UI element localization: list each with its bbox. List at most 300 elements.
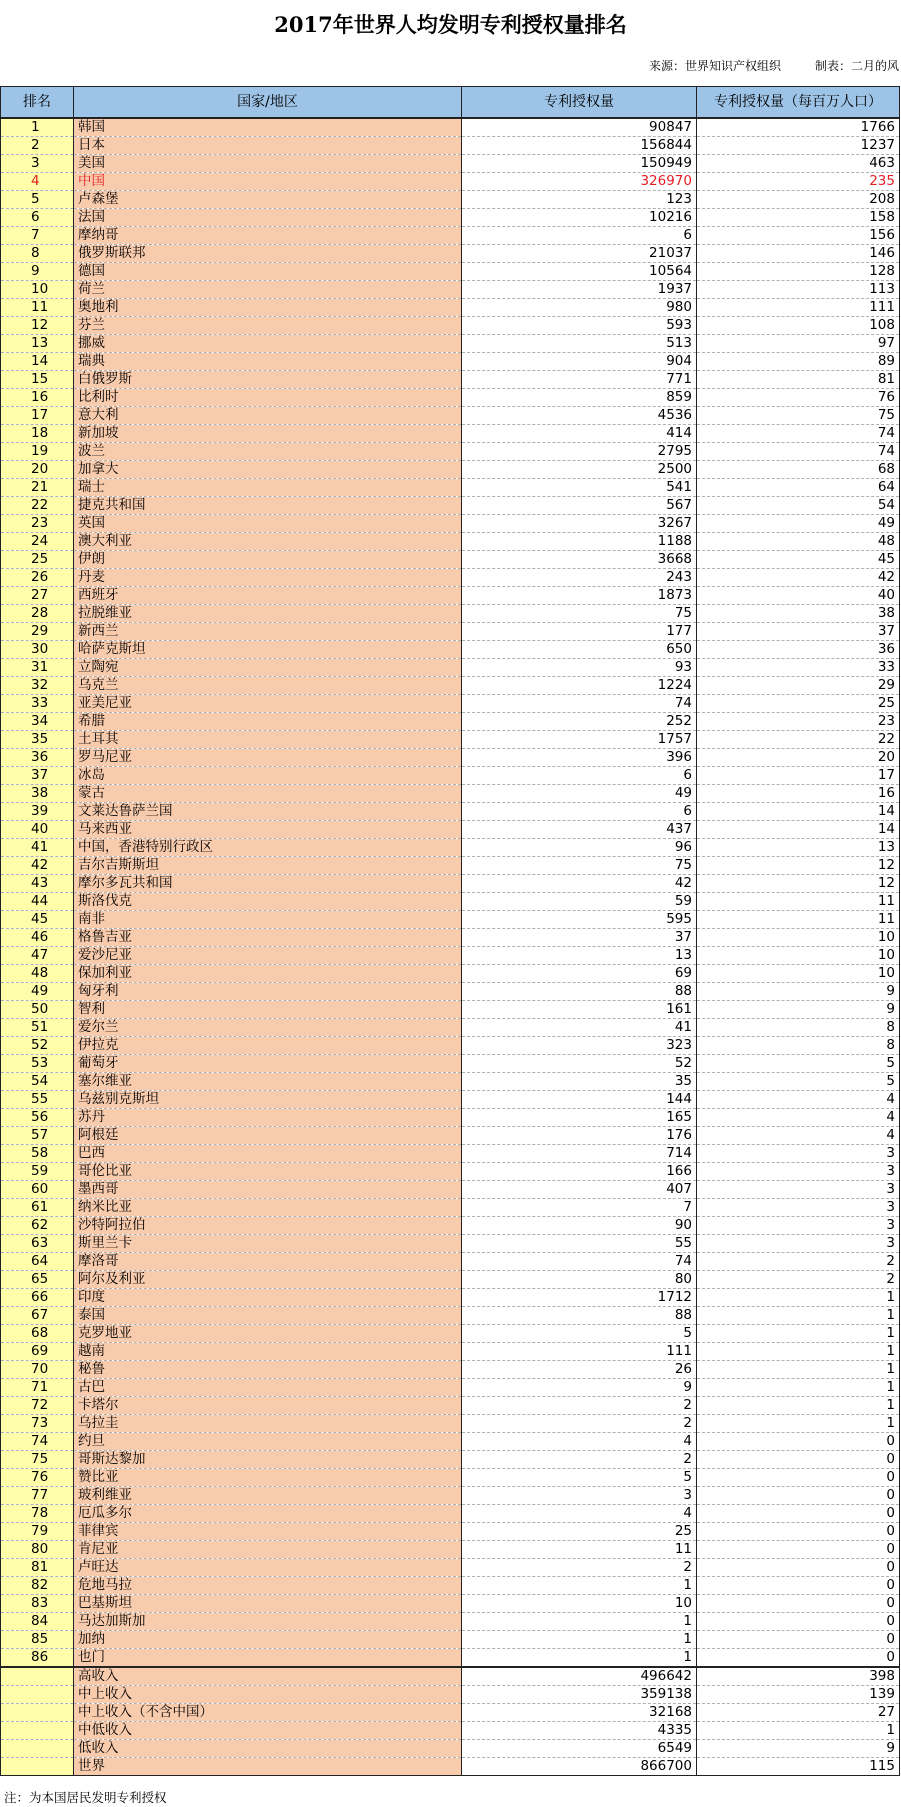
rank-cell: 16 (1, 389, 74, 407)
country-cell: 爱沙尼亚 (74, 947, 462, 965)
grants-cell: 3267 (462, 515, 697, 533)
rank-cell: 42 (1, 857, 74, 875)
grants-column-header: 专利授权量 (462, 87, 697, 119)
country-cell: 沙特阿拉伯 (74, 1217, 462, 1235)
per-million-cell: 0 (697, 1595, 900, 1613)
table-row (1, 1199, 900, 1217)
per-million-cell: 1 (697, 1379, 900, 1397)
country-cell: 挪威 (74, 335, 462, 353)
grants-cell: 3668 (462, 551, 697, 569)
country-cell: 塞尔维亚 (74, 1073, 462, 1091)
rank-cell: 61 (1, 1199, 74, 1217)
per-million-cell: 0 (697, 1559, 900, 1577)
per-million-cell: 108 (697, 317, 900, 335)
rank-cell: 86 (1, 1649, 74, 1668)
rank-cell: 46 (1, 929, 74, 947)
grants-cell: 323 (462, 1037, 697, 1055)
country-cell: 伊朗 (74, 551, 462, 569)
summary-row (1, 1722, 900, 1740)
table-row (1, 713, 900, 731)
per-million-cell: 0 (697, 1469, 900, 1487)
table-row (1, 1217, 900, 1235)
rank-cell: 50 (1, 1001, 74, 1019)
table-row (1, 1343, 900, 1361)
grants-cell: 4335 (462, 1722, 697, 1740)
grants-cell: 513 (462, 335, 697, 353)
rank-cell: 75 (1, 1451, 74, 1469)
table-row (1, 425, 900, 443)
per-million-cell: 4 (697, 1109, 900, 1127)
per-million-cell: 3 (697, 1199, 900, 1217)
country-cell: 乌拉圭 (74, 1415, 462, 1433)
table-row (1, 677, 900, 695)
country-cell: 墨西哥 (74, 1181, 462, 1199)
rank-cell: 17 (1, 407, 74, 425)
country-cell: 苏丹 (74, 1109, 462, 1127)
grants-cell: 650 (462, 641, 697, 659)
table-row (1, 695, 900, 713)
rank-cell (1, 1667, 74, 1686)
per-million-cell: 54 (697, 497, 900, 515)
country-cell: 哥伦比亚 (74, 1163, 462, 1181)
table-row (1, 1325, 900, 1343)
country-cell: 约旦 (74, 1433, 462, 1451)
rank-cell (1, 1704, 74, 1722)
table-row (1, 371, 900, 389)
per-million-cell: 0 (697, 1487, 900, 1505)
rank-cell (1, 1740, 74, 1758)
income-group-cell: 中上收入 (74, 1686, 462, 1704)
table-row (1, 1469, 900, 1487)
per-million-cell: 97 (697, 335, 900, 353)
grants-cell: 1224 (462, 677, 697, 695)
grants-cell: 93 (462, 659, 697, 677)
grants-cell: 4536 (462, 407, 697, 425)
per-million-cell: 12 (697, 875, 900, 893)
table-row (1, 443, 900, 461)
grants-cell: 396 (462, 749, 697, 767)
table-row (1, 857, 900, 875)
country-cell: 摩纳哥 (74, 227, 462, 245)
per-million-cell: 111 (697, 299, 900, 317)
grants-cell: 59 (462, 893, 697, 911)
per-million-cell: 29 (697, 677, 900, 695)
grants-cell: 11 (462, 1541, 697, 1559)
rank-cell: 77 (1, 1487, 74, 1505)
country-cell: 南非 (74, 911, 462, 929)
grants-cell: 771 (462, 371, 697, 389)
table-row (1, 1163, 900, 1181)
country-cell: 斯洛伐克 (74, 893, 462, 911)
table-row (1, 1649, 900, 1668)
per-million-cell: 1 (697, 1722, 900, 1740)
country-cell: 土耳其 (74, 731, 462, 749)
per-million-cell: 11 (697, 893, 900, 911)
table-row (1, 1253, 900, 1271)
country-cell: 白俄罗斯 (74, 371, 462, 389)
country-cell: 印度 (74, 1289, 462, 1307)
per-million-cell: 1 (697, 1397, 900, 1415)
rank-cell: 81 (1, 1559, 74, 1577)
country-cell: 赞比亚 (74, 1469, 462, 1487)
rank-cell: 62 (1, 1217, 74, 1235)
per-million-cell: 14 (697, 803, 900, 821)
rank-cell: 29 (1, 623, 74, 641)
country-cell: 新西兰 (74, 623, 462, 641)
table-row (1, 749, 900, 767)
country-cell: 奥地利 (74, 299, 462, 317)
table-row (1, 533, 900, 551)
country-cell: 韩国 (74, 118, 462, 137)
per-million-cell: 158 (697, 209, 900, 227)
rank-cell: 40 (1, 821, 74, 839)
rank-cell: 33 (1, 695, 74, 713)
grants-cell: 88 (462, 1307, 697, 1325)
table-row (1, 1127, 900, 1145)
rank-cell: 58 (1, 1145, 74, 1163)
table-row (1, 821, 900, 839)
country-cell: 也门 (74, 1649, 462, 1668)
table-row (1, 1109, 900, 1127)
country-cell: 希腊 (74, 713, 462, 731)
table-row (1, 1577, 900, 1595)
rank-cell: 11 (1, 299, 74, 317)
rank-cell: 69 (1, 1343, 74, 1361)
table-row (1, 1289, 900, 1307)
grants-cell: 55 (462, 1235, 697, 1253)
table-row (1, 299, 900, 317)
per-million-cell: 113 (697, 281, 900, 299)
per-million-cell: 3 (697, 1217, 900, 1235)
rank-cell (1, 1758, 74, 1776)
per-million-cell: 33 (697, 659, 900, 677)
per-million-cell: 37 (697, 623, 900, 641)
table-row (1, 227, 900, 245)
country-cell: 德国 (74, 263, 462, 281)
rank-cell: 32 (1, 677, 74, 695)
per-million-cell: 20 (697, 749, 900, 767)
summary-row (1, 1740, 900, 1758)
per-million-cell: 42 (697, 569, 900, 587)
table-row (1, 209, 900, 227)
table-row (1, 1271, 900, 1289)
country-cell: 乌兹别克斯坦 (74, 1091, 462, 1109)
country-cell: 菲律宾 (74, 1523, 462, 1541)
country-cell: 文莱达鲁萨兰国 (74, 803, 462, 821)
per-million-cell: 9 (697, 983, 900, 1001)
rank-cell: 34 (1, 713, 74, 731)
rank-cell: 65 (1, 1271, 74, 1289)
rank-cell: 74 (1, 1433, 74, 1451)
grants-cell: 496642 (462, 1667, 697, 1686)
grants-cell: 49 (462, 785, 697, 803)
grants-cell: 2 (462, 1397, 697, 1415)
country-cell: 摩尔多瓦共和国 (74, 875, 462, 893)
rank-cell: 47 (1, 947, 74, 965)
rank-cell (1, 1686, 74, 1704)
rank-cell: 39 (1, 803, 74, 821)
grants-cell: 2500 (462, 461, 697, 479)
rank-cell: 53 (1, 1055, 74, 1073)
country-cell: 匈牙利 (74, 983, 462, 1001)
rank-cell: 78 (1, 1505, 74, 1523)
table-row (1, 137, 900, 155)
table-body (1, 118, 900, 1776)
country-cell: 美国 (74, 155, 462, 173)
grants-cell: 13 (462, 947, 697, 965)
grants-cell: 252 (462, 713, 697, 731)
table-row (1, 515, 900, 533)
grants-cell: 6 (462, 803, 697, 821)
rank-cell: 66 (1, 1289, 74, 1307)
country-cell: 秘鲁 (74, 1361, 462, 1379)
per-million-cell: 0 (697, 1505, 900, 1523)
table-row (1, 1523, 900, 1541)
country-cell: 卢旺达 (74, 1559, 462, 1577)
table-row (1, 587, 900, 605)
per-million-cell: 27 (697, 1704, 900, 1722)
rank-cell: 83 (1, 1595, 74, 1613)
table-row (1, 1307, 900, 1325)
per-million-cell: 1 (697, 1289, 900, 1307)
country-cell: 加纳 (74, 1631, 462, 1649)
country-cell: 亚美尼亚 (74, 695, 462, 713)
table-row (1, 947, 900, 965)
table-row (1, 983, 900, 1001)
grants-cell: 166 (462, 1163, 697, 1181)
footnote: 注：为本国居民发明专利授权 (4, 1790, 167, 1805)
country-cell: 瑞典 (74, 353, 462, 371)
grants-cell: 6 (462, 227, 697, 245)
per-million-cell: 398 (697, 1667, 900, 1686)
table-row (1, 551, 900, 569)
summary-row (1, 1667, 900, 1686)
summary-row (1, 1758, 900, 1776)
per-million-cell: 74 (697, 443, 900, 461)
grants-cell: 26 (462, 1361, 697, 1379)
table-row (1, 1361, 900, 1379)
table-row (1, 155, 900, 173)
table-row (1, 281, 900, 299)
rank-cell: 3 (1, 155, 74, 173)
country-cell: 意大利 (74, 407, 462, 425)
grants-cell: 42 (462, 875, 697, 893)
per-million-cell: 5 (697, 1073, 900, 1091)
table-row (1, 1073, 900, 1091)
country-cell: 加拿大 (74, 461, 462, 479)
per-million-cell: 235 (697, 173, 900, 191)
per-million-cell: 0 (697, 1577, 900, 1595)
grants-cell: 75 (462, 605, 697, 623)
table-row (1, 1613, 900, 1631)
per-million-cell: 9 (697, 1001, 900, 1019)
per-million-cell: 1 (697, 1325, 900, 1343)
grants-cell: 2 (462, 1451, 697, 1469)
country-cell: 保加利亚 (74, 965, 462, 983)
country-cell: 哥斯达黎加 (74, 1451, 462, 1469)
rank-cell: 1 (1, 118, 74, 137)
grants-cell: 243 (462, 569, 697, 587)
country-cell: 西班牙 (74, 587, 462, 605)
country-cell: 马来西亚 (74, 821, 462, 839)
table-row (1, 353, 900, 371)
per-million-cell: 25 (697, 695, 900, 713)
per-million-cell: 76 (697, 389, 900, 407)
income-group-cell: 中上收入（不含中国） (74, 1704, 462, 1722)
rank-cell: 18 (1, 425, 74, 443)
rank-cell: 44 (1, 893, 74, 911)
grants-cell: 90 (462, 1217, 697, 1235)
country-cell: 巴西 (74, 1145, 462, 1163)
grants-cell: 10216 (462, 209, 697, 227)
source-line (649, 58, 899, 74)
income-group-cell: 低收入 (74, 1740, 462, 1758)
table-row (1, 497, 900, 515)
grants-cell: 80 (462, 1271, 697, 1289)
grants-cell: 866700 (462, 1758, 697, 1776)
per-million-cell: 89 (697, 353, 900, 371)
table-row (1, 1037, 900, 1055)
rank-cell: 82 (1, 1577, 74, 1595)
rank-cell: 23 (1, 515, 74, 533)
grants-cell: 156844 (462, 137, 697, 155)
table-row (1, 1055, 900, 1073)
rank-cell: 31 (1, 659, 74, 677)
per-million-cell: 2 (697, 1271, 900, 1289)
grants-cell: 414 (462, 425, 697, 443)
rank-cell: 59 (1, 1163, 74, 1181)
table-row (1, 335, 900, 353)
table-row (1, 893, 900, 911)
rank-cell: 51 (1, 1019, 74, 1037)
table-row (1, 1487, 900, 1505)
rank-cell: 73 (1, 1415, 74, 1433)
grants-cell: 74 (462, 1253, 697, 1271)
table-row (1, 118, 900, 137)
per-million-cell: 45 (697, 551, 900, 569)
per-million-cell: 22 (697, 731, 900, 749)
country-cell: 马达加斯加 (74, 1613, 462, 1631)
grants-cell: 37 (462, 929, 697, 947)
per-million-cell: 463 (697, 155, 900, 173)
country-cell: 丹麦 (74, 569, 462, 587)
per-million-cell: 10 (697, 929, 900, 947)
rank-cell: 35 (1, 731, 74, 749)
per-million-cell: 0 (697, 1541, 900, 1559)
rank-cell: 5 (1, 191, 74, 209)
table-row (1, 1595, 900, 1613)
author-label: 制表：二月的风 (814, 59, 899, 73)
per-million-cell: 139 (697, 1686, 900, 1704)
grants-cell: 69 (462, 965, 697, 983)
grants-cell: 10564 (462, 263, 697, 281)
rank-cell: 84 (1, 1613, 74, 1631)
table-row (1, 929, 900, 947)
table-row (1, 1379, 900, 1397)
rank-cell: 48 (1, 965, 74, 983)
rank-cell: 8 (1, 245, 74, 263)
per-million-cell: 13 (697, 839, 900, 857)
rank-cell: 71 (1, 1379, 74, 1397)
per-million-cell: 0 (697, 1433, 900, 1451)
table-row (1, 623, 900, 641)
country-cell: 越南 (74, 1343, 462, 1361)
table-row (1, 605, 900, 623)
country-cell: 哈萨克斯坦 (74, 641, 462, 659)
country-cell: 阿根廷 (74, 1127, 462, 1145)
grants-cell: 177 (462, 623, 697, 641)
rank-cell: 64 (1, 1253, 74, 1271)
country-cell: 卢森堡 (74, 191, 462, 209)
rank-cell: 52 (1, 1037, 74, 1055)
table-row (1, 173, 900, 191)
country-cell: 厄瓜多尔 (74, 1505, 462, 1523)
grants-cell: 88 (462, 983, 697, 1001)
grants-cell: 150949 (462, 155, 697, 173)
country-cell: 捷克共和国 (74, 497, 462, 515)
country-cell: 俄罗斯联邦 (74, 245, 462, 263)
per-million-cell: 3 (697, 1235, 900, 1253)
per-million-cell: 1766 (697, 118, 900, 137)
country-cell: 新加坡 (74, 425, 462, 443)
table-row (1, 965, 900, 983)
per-million-cell: 4 (697, 1091, 900, 1109)
per-million-cell: 1 (697, 1361, 900, 1379)
rank-cell: 22 (1, 497, 74, 515)
table-row (1, 785, 900, 803)
rank-cell: 12 (1, 317, 74, 335)
table-row (1, 1019, 900, 1037)
country-cell: 冰岛 (74, 767, 462, 785)
summary-row (1, 1704, 900, 1722)
per-million-cell: 156 (697, 227, 900, 245)
grants-cell: 75 (462, 857, 697, 875)
per-million-cell: 208 (697, 191, 900, 209)
grants-cell: 2795 (462, 443, 697, 461)
rank-cell: 76 (1, 1469, 74, 1487)
grants-cell: 595 (462, 911, 697, 929)
country-cell: 中国 (74, 173, 462, 191)
per-million-cell: 0 (697, 1523, 900, 1541)
country-cell: 荷兰 (74, 281, 462, 299)
grants-cell: 541 (462, 479, 697, 497)
rank-cell: 45 (1, 911, 74, 929)
table-row (1, 1091, 900, 1109)
grants-cell: 96 (462, 839, 697, 857)
grants-cell: 904 (462, 353, 697, 371)
grants-cell: 1757 (462, 731, 697, 749)
grants-cell: 25 (462, 1523, 697, 1541)
grants-cell: 714 (462, 1145, 697, 1163)
per-million-cell: 38 (697, 605, 900, 623)
grants-cell: 4 (462, 1433, 697, 1451)
per-million-cell: 81 (697, 371, 900, 389)
country-cell: 比利时 (74, 389, 462, 407)
grants-cell: 32168 (462, 1704, 697, 1722)
country-cell: 摩洛哥 (74, 1253, 462, 1271)
grants-cell: 90847 (462, 118, 697, 137)
grants-cell: 1 (462, 1631, 697, 1649)
rank-cell: 60 (1, 1181, 74, 1199)
per-million-cell: 115 (697, 1758, 900, 1776)
table-row (1, 731, 900, 749)
rank-cell: 70 (1, 1361, 74, 1379)
grants-cell: 52 (462, 1055, 697, 1073)
country-cell: 瑞士 (74, 479, 462, 497)
rank-cell: 36 (1, 749, 74, 767)
country-cell: 罗马尼亚 (74, 749, 462, 767)
grants-cell: 111 (462, 1343, 697, 1361)
